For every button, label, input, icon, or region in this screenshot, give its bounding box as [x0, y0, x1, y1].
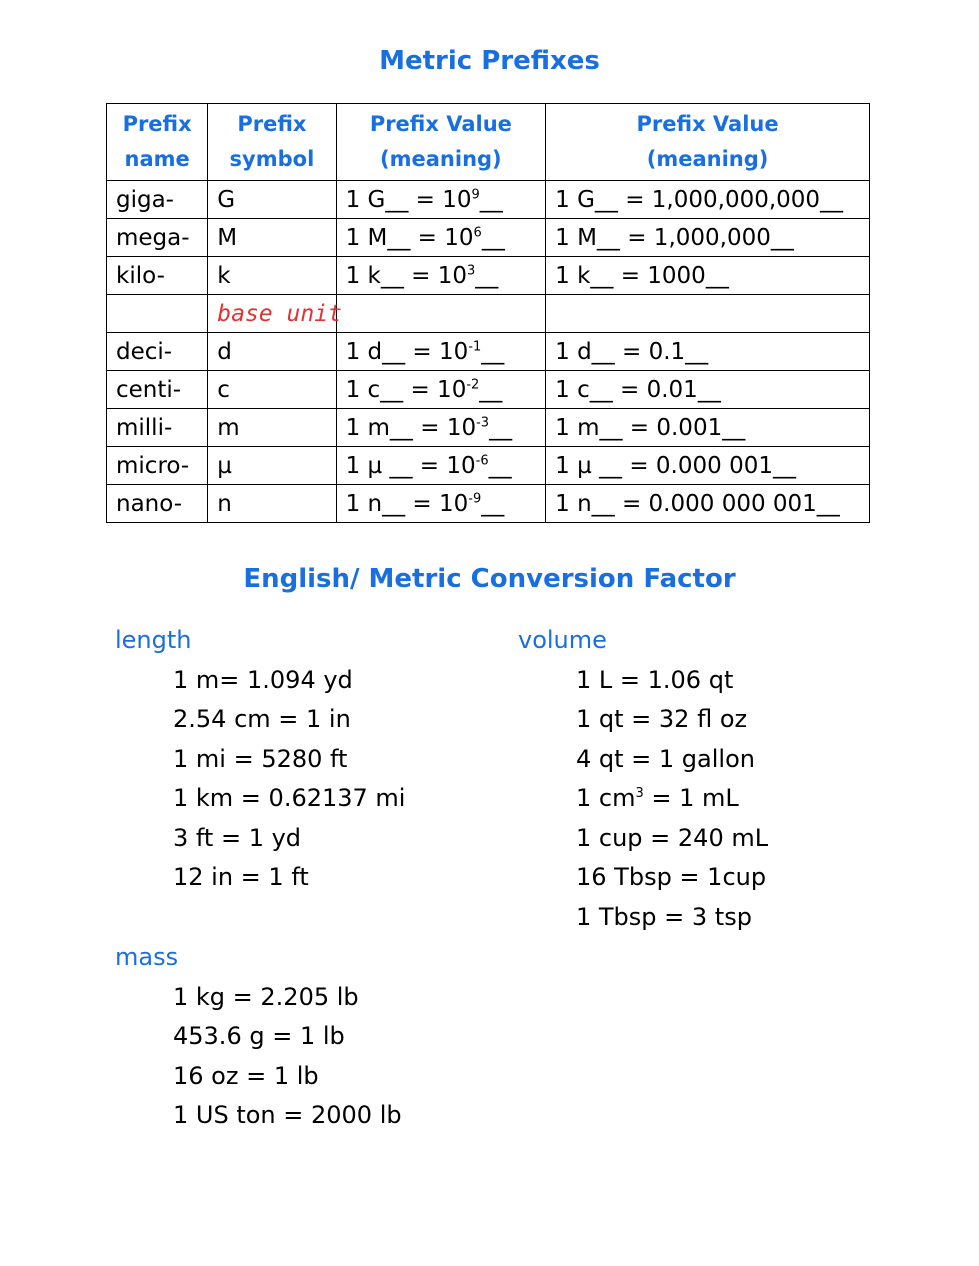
table-row: [107, 295, 870, 333]
prefix-symbol-cell: k: [208, 257, 336, 295]
metric-prefix-table: [106, 103, 870, 523]
header-prefix-symbol: Prefix symbol: [208, 104, 336, 181]
prefix-symbol-cell: d: [208, 333, 336, 371]
volume-item: 16 Tbsp = 1cup: [576, 863, 767, 891]
prefix-symbol-cell: c: [208, 371, 336, 409]
table-row: [107, 333, 870, 371]
page-title-metric-prefixes: Metric Prefixes: [379, 46, 600, 76]
prefix-symbol-cell: G: [208, 181, 336, 219]
length-item: 12 in = 1 ft: [173, 863, 309, 891]
mass-heading: mass: [115, 943, 179, 971]
prefix-name-cell: nano-: [107, 485, 208, 523]
prefix-decimal-cell: 1 µ __ = 0.000 001__: [546, 447, 870, 485]
volume-heading: volume: [518, 626, 607, 654]
table-header-row: [107, 104, 870, 181]
header-prefix-value-decimal: Prefix Value (meaning): [546, 104, 870, 181]
table-row: [107, 181, 870, 219]
prefix-decimal-cell: 1 d__ = 0.1__: [546, 333, 870, 371]
prefix-decimal-cell: 1 G__ = 1,000,000,000__: [546, 181, 870, 219]
length-section: [115, 621, 405, 898]
header-prefix-value-power: Prefix Value (meaning): [336, 104, 546, 181]
mass-section: [115, 938, 402, 1136]
table-row: [107, 485, 870, 523]
length-item: 1 m= 1.094 yd: [173, 665, 353, 694]
prefix-decimal-cell: 1 c__ = 0.01__: [546, 371, 870, 409]
length-heading: length: [115, 626, 192, 654]
volume-item: 1 L = 1.06 qt: [576, 665, 734, 694]
mass-item: 453.6 g = 1 lb: [173, 1022, 345, 1050]
table-row: [107, 371, 870, 409]
prefix-name-cell: [107, 295, 208, 333]
prefix-name-cell: milli-: [107, 409, 208, 447]
length-item: 1 km = 0.62137 mi: [173, 784, 406, 812]
length-item: 2.54 cm = 1 in: [173, 705, 351, 733]
prefix-symbol-cell: M: [208, 219, 336, 257]
prefix-decimal-cell: [546, 295, 870, 333]
prefix-power-cell: 1 d__ = $10^{-1}\_\_$: [336, 333, 546, 371]
volume-item: 1 cup = 240 mL: [576, 823, 769, 852]
table-row: [107, 447, 870, 485]
prefix-power-cell: [336, 295, 546, 333]
table-row: [107, 219, 870, 257]
prefix-symbol-cell: m: [208, 409, 336, 447]
table-row: [107, 409, 870, 447]
prefix-symbol-cell: n: [208, 485, 336, 523]
volume-item: 1 Tbsp = 3 tsp: [576, 902, 752, 931]
prefix-decimal-cell: 1 k__ = 1000__: [546, 257, 870, 295]
prefix-name-cell: giga-: [107, 181, 208, 219]
mass-item: 1 US ton = 2000 lb: [173, 1101, 402, 1129]
length-item: 3 ft = 1 yd: [173, 823, 302, 852]
prefix-power-cell: 1 G__ = $10^9\_\_$: [336, 181, 546, 219]
prefix-name-cell: kilo-: [107, 257, 208, 295]
table-row: [107, 257, 870, 295]
prefix-name-cell: deci-: [107, 333, 208, 371]
volume-item: 4 qt = 1 gallon: [576, 744, 755, 773]
header-prefix-name: Prefix name: [107, 104, 208, 181]
prefix-name-cell: centi-: [107, 371, 208, 409]
prefix-decimal-cell: 1 M__ = 1,000,000__: [546, 219, 870, 257]
prefix-symbol-cell: base unit: [208, 295, 336, 333]
prefix-decimal-cell: 1 n__ = 0.000 000 001__: [546, 485, 870, 523]
prefix-name-cell: mega-: [107, 219, 208, 257]
prefix-power-cell: 1 M__ = $10^6\_\_$: [336, 219, 546, 257]
prefix-symbol-cell: µ: [208, 447, 336, 485]
section-title-conversion: English/ Metric Conversion Factor: [243, 564, 736, 594]
mass-item: 1 kg = 2.205 lb: [173, 982, 359, 1011]
prefix-power-cell: 1 n__ = $10^{-9}\_\_$: [336, 485, 546, 523]
volume-item-cm3: 1 $cm^3 = 1$ mL: [576, 784, 739, 812]
prefix-name-cell: micro-: [107, 447, 208, 485]
prefix-decimal-cell: 1 m__ = 0.001__: [546, 409, 870, 447]
prefix-power-cell: 1 µ __ = $10^{-6}\_\_$: [336, 447, 546, 485]
prefix-power-cell: 1 k__ = $10^3\_\_$: [336, 257, 546, 295]
volume-item: 1 qt = 32 fl oz: [576, 705, 748, 733]
length-item: 1 mi = 5280 ft: [173, 744, 348, 773]
mass-item: 16 oz = 1 lb: [173, 1061, 319, 1090]
prefix-power-cell: 1 m__ = $10^{-3}\_\_$: [336, 409, 546, 447]
prefix-power-cell: 1 c__ = $10^{-2}\_\_$: [336, 371, 546, 409]
volume-section: [518, 621, 768, 937]
